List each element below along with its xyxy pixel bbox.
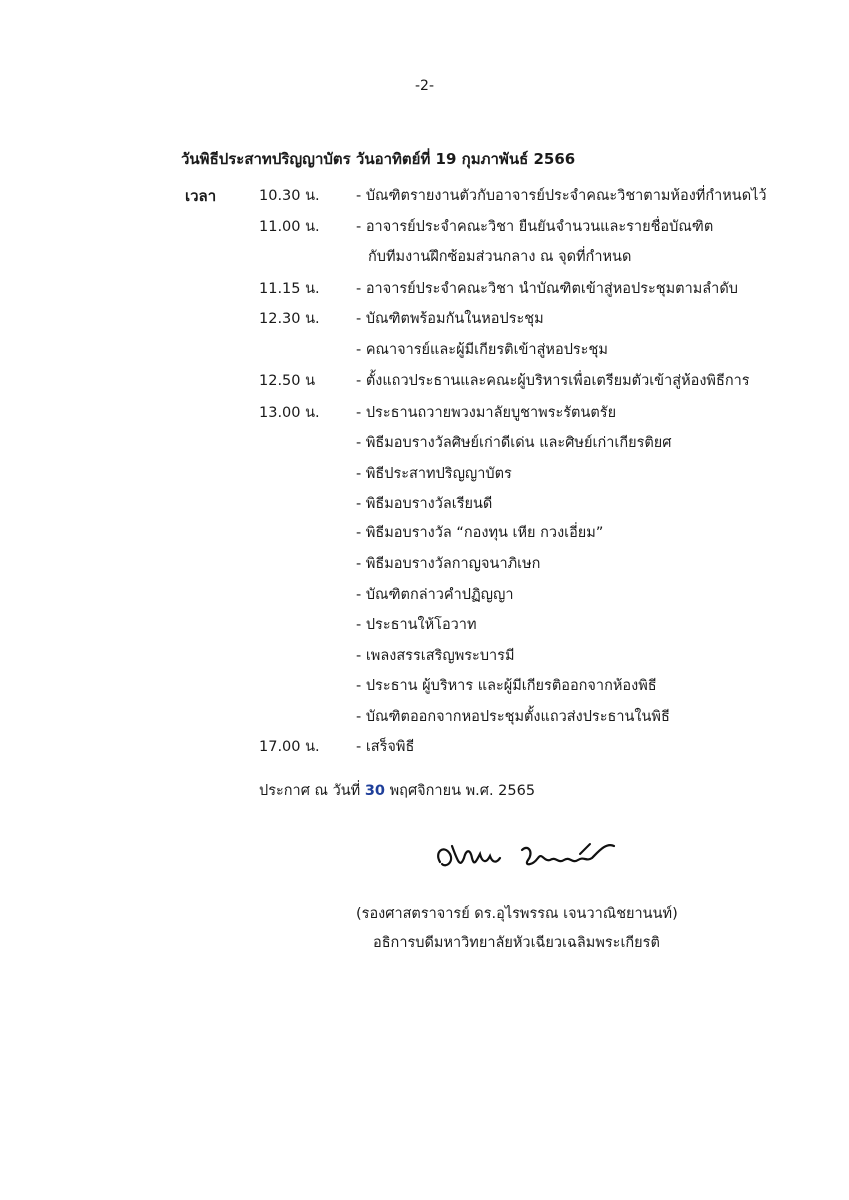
- schedule-description: - พิธีประสาทปริญญาบัตร: [356, 466, 512, 482]
- schedule-time: 11.00 น.: [259, 219, 320, 235]
- schedule-time: 12.50 น: [259, 373, 316, 389]
- schedule-description: - เพลงสรรเสริญพระบารมี: [356, 648, 515, 664]
- announcement-prefix: ประกาศ ณ วันที่: [259, 783, 361, 799]
- schedule-time: 13.00 น.: [259, 405, 320, 421]
- schedule-time: 12.30 น.: [259, 311, 320, 327]
- schedule-description: - พิธีมอบรางวัลเรียนดี: [356, 496, 493, 512]
- schedule-description: - คณาจารย์และผู้มีเกียรติเข้าสู่หอประชุม: [356, 342, 608, 358]
- schedule-description: - พิธีมอบรางวัลกาญจนาภิเษก: [356, 556, 541, 572]
- schedule-time: 17.00 น.: [259, 739, 320, 755]
- schedule-description: - ประธานให้โอวาท: [356, 617, 477, 633]
- signatory-name: (รองศาสตราจารย์ ดร.อุไรพรรณ เจนวาณิชยานนท์): [356, 906, 678, 922]
- schedule-description: - ประธาน ผู้บริหาร และผู้มีเกียรติออกจากห้องพิธี: [356, 678, 657, 694]
- schedule-description: - บัณฑิตกล่าวคำปฏิญญา: [356, 587, 514, 603]
- schedule-description: - ตั้งแถวประธานและคณะผู้บริหารเพื่อเตรียมตัวเข้าสู่ห้องพิธีการ: [356, 373, 750, 389]
- schedule-description: - พิธีมอบรางวัล “กองทุน เหีย กวงเอี่ยม”: [356, 525, 604, 541]
- schedule-description: - บัณฑิตพร้อมกันในหอประชุม: [356, 311, 544, 327]
- schedule-description: - บัณฑิตรายงานตัวกับอาจารย์ประจำคณะวิชาตามห้องที่กำหนดไว้: [356, 188, 767, 204]
- signature-image: [430, 832, 630, 882]
- page-number: -2-: [414, 78, 434, 94]
- page-title: วันพิธีประสาทปริญญาบัตร วันอาทิตย์ที่ 19 กุมภาพันธ์ 2566: [181, 150, 576, 168]
- signatory-position: อธิการบดีมหาวิทยาลัยหัวเฉียวเฉลิมพระเกียรติ: [373, 935, 660, 951]
- schedule-description: - บัณฑิตออกจากหอประชุมตั้งแถวส่งประธานในพิธี: [356, 709, 670, 725]
- schedule-time: 11.15 น.: [259, 281, 320, 297]
- announcement-suffix: พฤศจิกายน พ.ศ. 2565: [389, 783, 536, 799]
- schedule-description: - ประธานถวายพวงมาลัยบูชาพระรัตนตรัย: [356, 405, 617, 421]
- schedule-description: - พิธีมอบรางวัลศิษย์เก่าดีเด่น และศิษย์เก่าเกียรติยศ: [356, 435, 672, 451]
- schedule-time: 10.30 น.: [259, 188, 320, 204]
- time-label: เวลา: [185, 187, 217, 205]
- announcement-date: [259, 779, 535, 802]
- schedule-description: - อาจารย์ประจำคณะวิชา นำบัณฑิตเข้าสู่หอประชุมตามลำดับ: [356, 281, 738, 297]
- announcement-day: 30: [364, 783, 385, 799]
- schedule-description: - อาจารย์ประจำคณะวิชา ยืนยันจำนวนและรายชื่อบัณฑิต: [356, 219, 714, 235]
- schedule-description: - เสร็จพิธี: [356, 739, 415, 755]
- schedule-description: กับทีมงานฝึกซ้อมส่วนกลาง ณ จุดที่กำหนด: [368, 249, 632, 265]
